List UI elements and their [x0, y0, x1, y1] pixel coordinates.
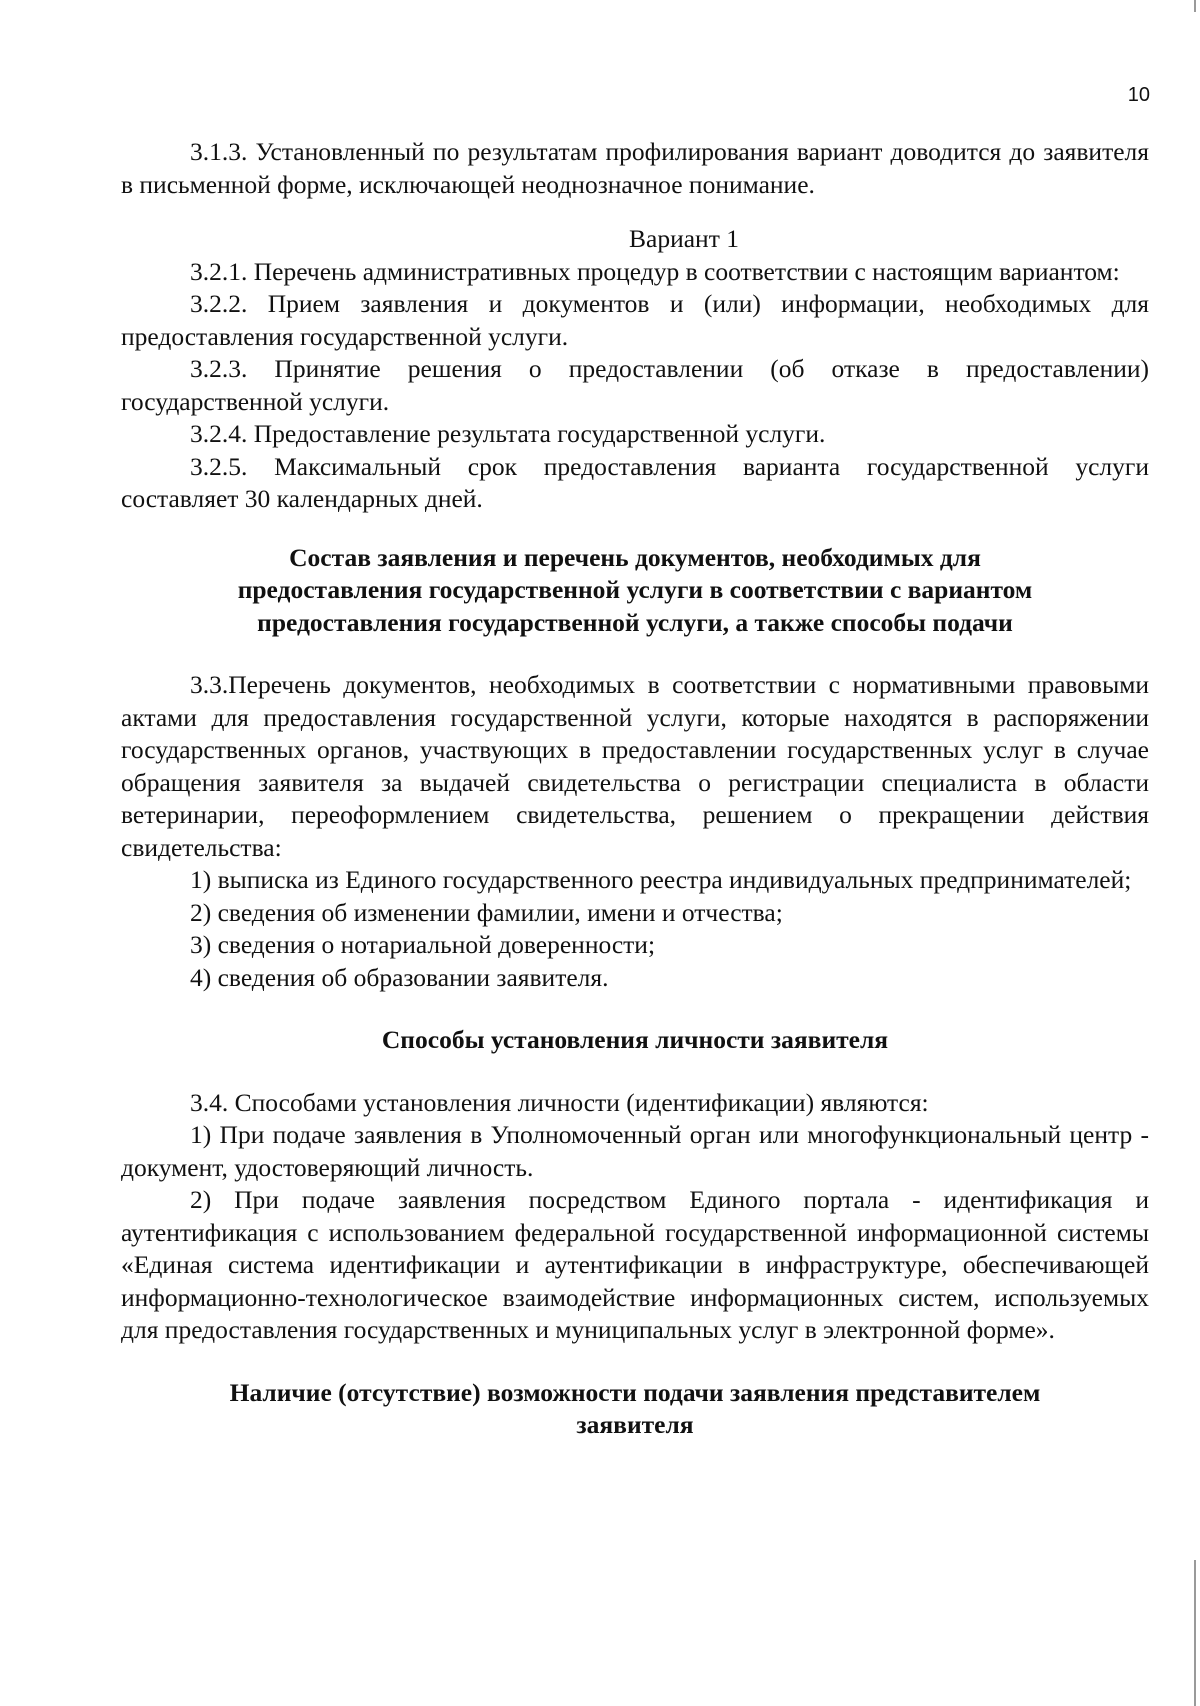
list-item-1: 1) выписка из Единого государственного реестра индивидуальных предпринимателей;: [190, 865, 1132, 894]
spacer: [121, 201, 1149, 223]
paragraph-3-2-1: 3.2.1. Перечень административных процедур в соответствии с настоящим вариантом:: [190, 256, 1120, 286]
page-number: 10: [1127, 84, 1150, 106]
paragraph-3-2-4: 3.2.4. Предоставление результата государственной услуги.: [190, 419, 826, 448]
section-heading-representative-line-1: Наличие (отсутствие) возможности подачи заявления представителем: [229, 1377, 1041, 1407]
list-item-4: 4) сведения об образовании заявителя.: [190, 962, 609, 992]
paragraph-3-1-3: 3.1.3. Установленный по результатам профилирования вариант доводится до заявителя в письменной форме, исключающей неоднозначное понимание.: [121, 137, 1149, 199]
paragraph-3-2-5: 3.2.5. Максимальный срок предоставления варианта государственной услуги составляет 30 календарных дней.: [121, 451, 1149, 513]
section-heading-documents-line-1: Состав заявления и перечень документов, необходимых для: [289, 542, 981, 572]
spacer: [121, 1347, 1149, 1377]
paragraph-3-2-2: 3.2.2. Прием заявления и документов и (или) информации, необходимых для предоставления государственной услуги.: [121, 289, 1149, 351]
section-heading-documents-line-2: предоставления государственной услуги в соответствии с вариантом: [237, 575, 1033, 604]
paragraph-3-4: 3.4. Способами установления личности (идентификации) являются:: [190, 1087, 929, 1117]
spacer: [121, 639, 1149, 669]
spacer: [121, 1057, 1149, 1087]
section-heading-identity: Способы установления личности заявителя: [381, 1025, 889, 1054]
paragraph-3-3: 3.3.Перечень документов, необходимых в соответствии с нормативными правовыми актами для предоставления государственной услуги, которые находятся в распоряжении государственных органов, участвующих в предоставлении государственных услуг в случае обращения заявителя за выдачей свидетельства о регистрации специалиста в области ветеринарии, переоформлением свидетельства, решением о прекращении действия свидетельства:: [121, 670, 1149, 862]
list-item-3: 3) сведения о нотариальной доверенности;: [190, 930, 656, 959]
section-heading-documents-line-3: предоставления государственной услуги, а также способы подачи: [257, 607, 1013, 637]
spacer: [121, 994, 1149, 1024]
paragraph-3-2-3: 3.2.3. Принятие решения о предоставлении (об отказе в предоставлении) государственной услуги.: [121, 354, 1149, 416]
scan-edge-mark-top: [1194, 0, 1196, 12]
document-body: [121, 136, 1149, 1442]
identity-item-2: 2) При подаче заявления посредством Единого портала - идентификация и аутентификация с использованием федеральной государственной информационной системы «Единая система идентификации и аутентификации в инфраструктуре, обеспечивающей информационно-технологическое взаимодействие информационных систем, используемых для предоставления государственных и муниципальных услуг в электронной форме».: [121, 1185, 1149, 1344]
section-heading-representative-line-2: заявителя: [576, 1410, 694, 1439]
scan-edge-mark-bottom: [1194, 1560, 1196, 1706]
identity-item-1: 1) При подаче заявления в Уполномоченный орган или многофункциональный центр - документ, удостоверяющий личность.: [121, 1120, 1149, 1182]
spacer: [121, 516, 1149, 542]
list-item-2: 2) сведения об изменении фамилии, имени и отчества;: [190, 897, 783, 927]
variant-heading: Вариант 1: [629, 224, 739, 253]
